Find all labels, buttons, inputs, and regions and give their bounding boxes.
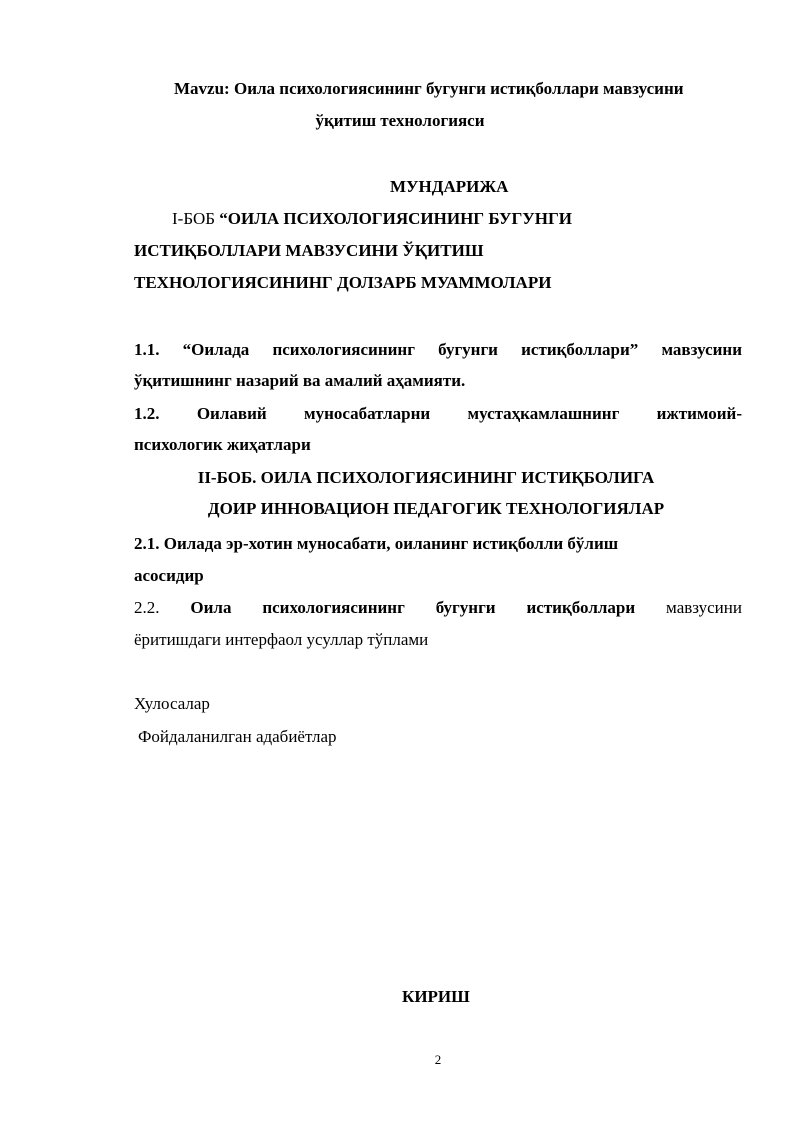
chapter1-title-3: ТЕХНОЛОГИЯСИНИНГ ДОЛЗАРБ МУАММОЛАРИ xyxy=(134,273,552,292)
section-2-1-line-2: асосидир xyxy=(134,566,204,585)
topic-title-1: Оила психологиясининг бугунги истиқболлари мавзусини xyxy=(233,79,684,98)
conclusions-entry: Хулосалар xyxy=(134,694,210,713)
section-2-2-line-1 xyxy=(134,597,742,619)
chapter2-title-1: II-БОБ. ОИЛА ПСИХОЛОГИЯСИНИНГ ИСТИҚБОЛИГА xyxy=(197,468,655,487)
section-2-1-line-1: 2.1. Оилада эр-хотин муносабати, оиланинг истиқболли бўлиш xyxy=(134,534,619,553)
topic-line-1 xyxy=(174,78,684,100)
section-1-1-word: мавзусини xyxy=(661,340,742,359)
section-2-2-line-2: ёритишдаги интерфаол усуллар тўплами xyxy=(134,630,429,649)
section-2-2-word: психологиясининг xyxy=(262,598,405,617)
section-1-2-word: 1.2. xyxy=(134,404,160,423)
section-1-2-line-1 xyxy=(134,403,742,425)
section-1-1-line-2: ўқитишнинг назарий ва амалий аҳамияти. xyxy=(134,371,466,390)
section-1-2-word: Оилавий xyxy=(196,404,267,423)
chapter1-line-1 xyxy=(172,208,572,230)
chapter1-title-2: ИСТИҚБОЛЛАРИ МАВЗУСИНИ ЎҚИТИШ xyxy=(134,241,484,260)
section-2-2-word: мавзусини xyxy=(666,598,742,617)
section-2-2-word: истиқболлари xyxy=(526,598,636,617)
section-1-1-word: 1.1. xyxy=(134,340,160,359)
topic-label: Mavzu: xyxy=(174,79,230,98)
section-2-2-word: бугунги xyxy=(435,598,496,617)
section-1-1-word: истиқболлари” xyxy=(521,340,639,359)
page-number: 2 xyxy=(434,1052,442,1067)
contents-heading: МУНДАРИЖА xyxy=(390,177,509,196)
section-1-1-word: “Оилада xyxy=(182,340,250,359)
references-entry: Фойдаланилган адабиётлар xyxy=(138,727,337,746)
section-1-2-word: муносабатларни xyxy=(303,404,431,423)
section-1-1-word: бугунги xyxy=(438,340,498,359)
topic-line-2: ўқитиш технологияси xyxy=(315,111,485,130)
chapter1-prefix: I-БОБ xyxy=(172,209,216,228)
section-1-2-word: мустаҳкамлашнинг xyxy=(467,404,620,423)
section-1-2-word: ижтимоий- xyxy=(656,404,742,423)
section-2-2-word: Оила xyxy=(190,598,232,617)
section-2-2-number: 2.2. xyxy=(134,598,160,617)
introduction-heading: КИРИШ xyxy=(402,987,470,1006)
chapter1-title-1: “ОИЛА ПСИХОЛОГИЯСИНИНГ БУГУНГИ xyxy=(219,209,573,228)
section-1-2-line-2: психологик жиҳатлари xyxy=(134,435,311,454)
chapter2-title-2: ДОИР ИННОВАЦИОН ПЕДАГОГИК ТЕХНОЛОГИЯЛАР xyxy=(207,499,665,518)
section-1-1-line-1 xyxy=(134,339,742,361)
section-1-1-word: психологиясининг xyxy=(272,340,415,359)
